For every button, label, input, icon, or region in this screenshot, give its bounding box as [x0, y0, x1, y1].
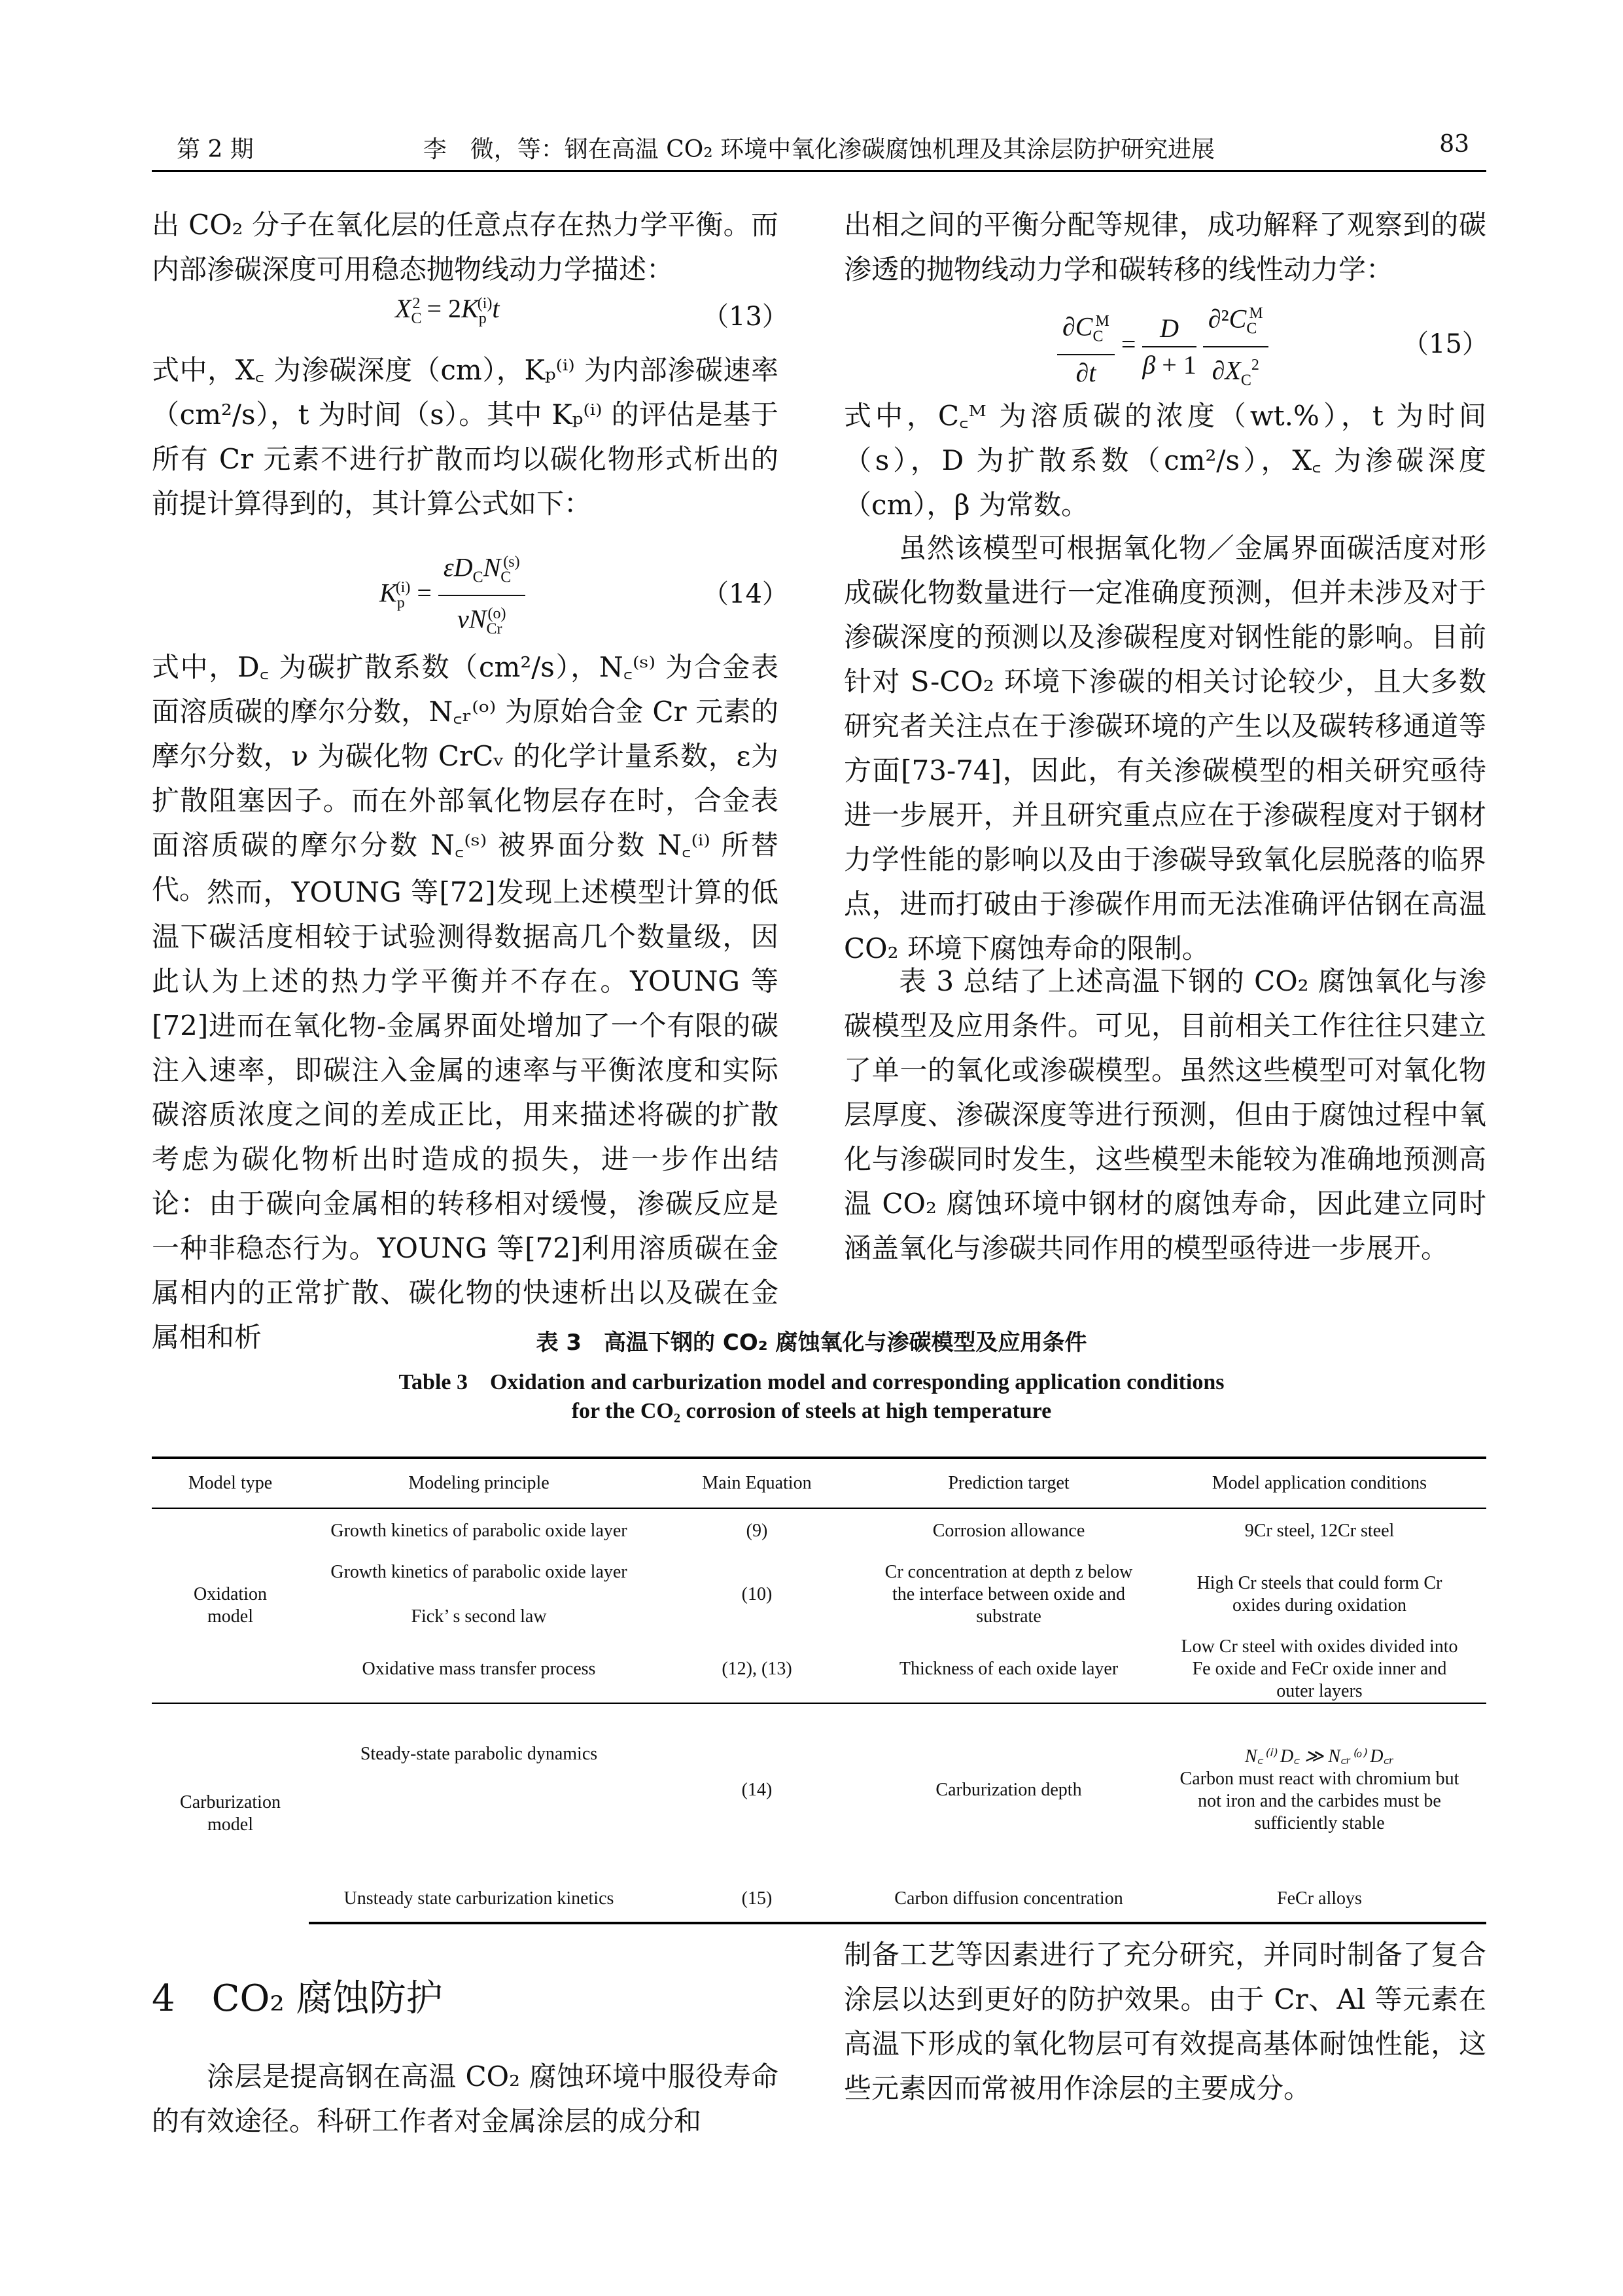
table-row — [152, 1636, 1486, 1703]
col-header-principle: Modeling principle — [309, 1458, 649, 1508]
table-caption-en-2: for the CO₂ corrosion of steels at high temperature — [571, 1399, 1052, 1423]
table-header-row — [152, 1458, 1486, 1508]
cell-eq: (9) — [746, 1521, 768, 1541]
cell-cond: 9Cr steel, 12Cr steel — [1244, 1521, 1395, 1541]
table-row — [152, 1876, 1486, 1923]
right-col-p3: 虽然该模型可根据氧化物／金属界面碳活度对形成碳化物数量进行一定准确度预测，但并未涉及对于渗碳深度的预测以及渗碳程度对钢性能的影响。目前针对 S-CO₂ 环境下渗碳的相关讨论较少，且大多数研究者关注点在于渗碳环境的产生以及碳转移通道等方面[73-74]，因此，有关渗碳模型的相关研究亟待进一步展开，并且研究重点应在于渗碳程度对于钢材力学性能的影响以及由于渗碳导致氧化层脱落的临界点，进而打破由于渗碳作用而无法准确评估钢在高温 CO₂ 环境下腐蚀寿命的限制。 — [844, 532, 1486, 964]
left-col-p2: 式中，X꜀ 为渗碳深度（cm），Kₚ⁽ⁱ⁾ 为内部渗碳速率（cm²/s），t 为时间（s）。其中 Kₚ⁽ⁱ⁾ 的评估是基于所有 Cr 元素不进行扩散而均以碳化物形式析出的前提计算得到的，其计算公式如下： — [152, 354, 778, 520]
cell-cond: Low Cr steel with oxides divided into Fe oxide and FeCr oxide inner and outer layers — [1181, 1636, 1458, 1701]
cell-cond — [1153, 1703, 1486, 1876]
table-caption-en-1: Table 3 Oxidation and carburization model and corresponding application conditions — [398, 1370, 1225, 1394]
table-caption-cn: 表 3 高温下钢的 CO₂ 腐蚀氧化与渗碳模型及应用条件 — [536, 1330, 1087, 1356]
cell-eq: (15) — [649, 1876, 865, 1923]
cell-principle-a: Growth kinetics of parabolic oxide layer — [330, 1562, 627, 1582]
cell-eq: (14) — [649, 1703, 865, 1876]
cell-eq: (10) — [741, 1584, 773, 1604]
cell-cond: High Cr steels that could form Cr oxides during oxidation — [1196, 1573, 1442, 1616]
left-col-p3: 式中，D꜀ 为碳扩散系数（cm²/s），N꜀⁽ˢ⁾ 为合金表面溶质碳的摩尔分数，N꜀ᵣ⁽ᵒ⁾ 为原始合金 Cr 元素的摩尔分数，ν 为碳化物 CrCᵥ 的化学计量系数，ε为扩散阻塞因子。而在外部氧化物层存在时，合金表面溶质碳的摩尔分数 N꜀⁽ˢ⁾ 被界面分数 N꜀⁽ⁱ⁾ 所替代。 — [152, 651, 778, 906]
section-4-left-paragraph: 涂层是提高钢在高温 CO₂ 腐蚀环境中服役寿命的有效途径。科研工作者对金属涂层的成分和 — [152, 2060, 778, 2137]
cell-principle: Unsteady state carburization kinetics — [309, 1876, 649, 1923]
equation-14: $K_p^{(i)}$ = $\frac{\varepsilon D_CN_C^{(s)}}{\nu N_{Cr}^{(o)}}$ — [379, 544, 525, 647]
cell-cond: FeCr alloys — [1153, 1876, 1486, 1923]
right-col-p4: 表 3 总结了上述高温下钢的 CO₂ 腐蚀氧化与渗碳模型及应用条件。可见，目前相关工作往往只建立了单一的氧化或渗碳模型。虽然这些模型可对氧化物层厚度、渗碳深度等进行预测，但由于腐蚀过程中氧化与渗碳同时发生，这些模型未能较为准确地预测高温 CO₂ 腐蚀环境中钢材的腐蚀寿命，因此建立同时涵盖氧化与渗碳共同作用的模型亟待进一步展开。 — [844, 965, 1486, 1264]
table-row — [152, 1508, 1486, 1553]
cell-principle: Steady-state parabolic dynamics — [309, 1703, 649, 1876]
cell-target: Carbon diffusion concentration — [865, 1876, 1153, 1923]
cell-cond-text: Carbon must react with chromium but not iron and the carbides must be sufficiently stable — [1179, 1768, 1459, 1833]
table-row — [152, 1703, 1486, 1876]
cell-target: Thickness of each oxide layer — [899, 1659, 1119, 1679]
cell-target: Carburization depth — [865, 1703, 1153, 1876]
cell-principle: Oxidative mass transfer process — [362, 1659, 596, 1679]
right-col-p2: 式中，C꜀ᴹ 为溶质碳的浓度（wt.%），t 为时间（s），D 为扩散系数（cm²/s），X꜀ 为渗碳深度（cm），β 为常数。 — [844, 400, 1486, 521]
col-header-equation: Main Equation — [649, 1458, 865, 1508]
left-col-p4: 然而，YOUNG 等[72]发现上述模型计算的低温下碳活度相较于试验测得数据高几个数量级，因此认为上述的热力学平衡并不存在。YOUNG 等[72]进而在氧化物-金属界面处增加了一个有限的碳注入速率，即碳注入金属的速率与平衡浓度和实际碳溶质浓度之间的差成正比，用来描述将碳的扩散考虑为碳化物析出时造成的损失，进一步作出结论：由于碳向金属相的转移相对缓慢，渗碳反应是一种非稳态行为。YOUNG 等[72]利用溶质碳在金属相内的正常扩散、碳化物的快速析出以及碳在金属相和析 — [152, 876, 778, 1353]
left-col-p1: 出 CO₂ 分子在氧化层的任意点存在热力学平衡。而内部渗碳深度可用稳态抛物线动力学描述： — [152, 209, 778, 285]
page-number: 83 — [1439, 131, 1469, 158]
running-title: 李 微，等：钢在高温 CO₂ 环境中氧化渗碳腐蚀机理及其涂层防护研究进展 — [423, 136, 1215, 163]
equation-13: $X_C^2 = 2K_p^{(i)}t$ — [395, 294, 500, 327]
cell-target: Cr concentration at depth z below the interface between oxide and substrate — [884, 1562, 1133, 1627]
equation-15: $\frac{\partial C_C^M}{\partial t}$ = $\frac{D}{\beta + 1}$ $\frac{\partial^2C_C^M}{\partial X_C^2}$ — [1057, 296, 1268, 398]
cell-principle-b: Fick’ s second law — [411, 1606, 547, 1627]
cell-target: Corrosion allowance — [932, 1521, 1085, 1541]
table-row — [152, 1553, 1486, 1636]
col-header-conditions: Model application conditions — [1153, 1458, 1486, 1508]
oxidation-model-label: Oxidation model — [194, 1584, 267, 1627]
cell-principle: Growth kinetics of parabolic oxide layer — [330, 1521, 627, 1541]
right-col-p1: 出相之间的平衡分配等规律，成功解释了观察到的碳渗透的抛物线动力学和碳转移的线性动力学： — [844, 209, 1486, 285]
carburization-model-label: Carburization model — [152, 1703, 309, 1923]
running-header — [152, 128, 1486, 172]
col-header-target: Prediction target — [865, 1458, 1153, 1508]
issue-label: 第 2 期 — [177, 136, 254, 163]
equation-13-number: （13） — [703, 302, 788, 332]
cell-eq: (12), (13) — [722, 1659, 792, 1679]
col-header-model-type: Model type — [152, 1458, 309, 1508]
section-4-heading: 4 CO₂ 腐蚀防护 — [152, 1977, 443, 2020]
equation-15-number: （15） — [1403, 329, 1488, 359]
section-4-right-paragraph: 制备工艺等因素进行了充分研究，并同时制备了复合涂层以达到更好的防护效果。由于 Cr、Al 等元素在高温下形成的氧化物层可有效提高基体耐蚀性能，这些元素因而常被用作涂层的主要成分。 — [844, 1939, 1486, 2104]
equation-14-number: （14） — [703, 579, 788, 609]
table-3 — [152, 1457, 1486, 1924]
cell-cond-formula: N꜀⁽ⁱ⁾ D꜀ ≫ N꜀ᵣ⁽ᵒ⁾ D꜀ᵣ — [1244, 1746, 1395, 1767]
cell-principle — [309, 1553, 649, 1636]
